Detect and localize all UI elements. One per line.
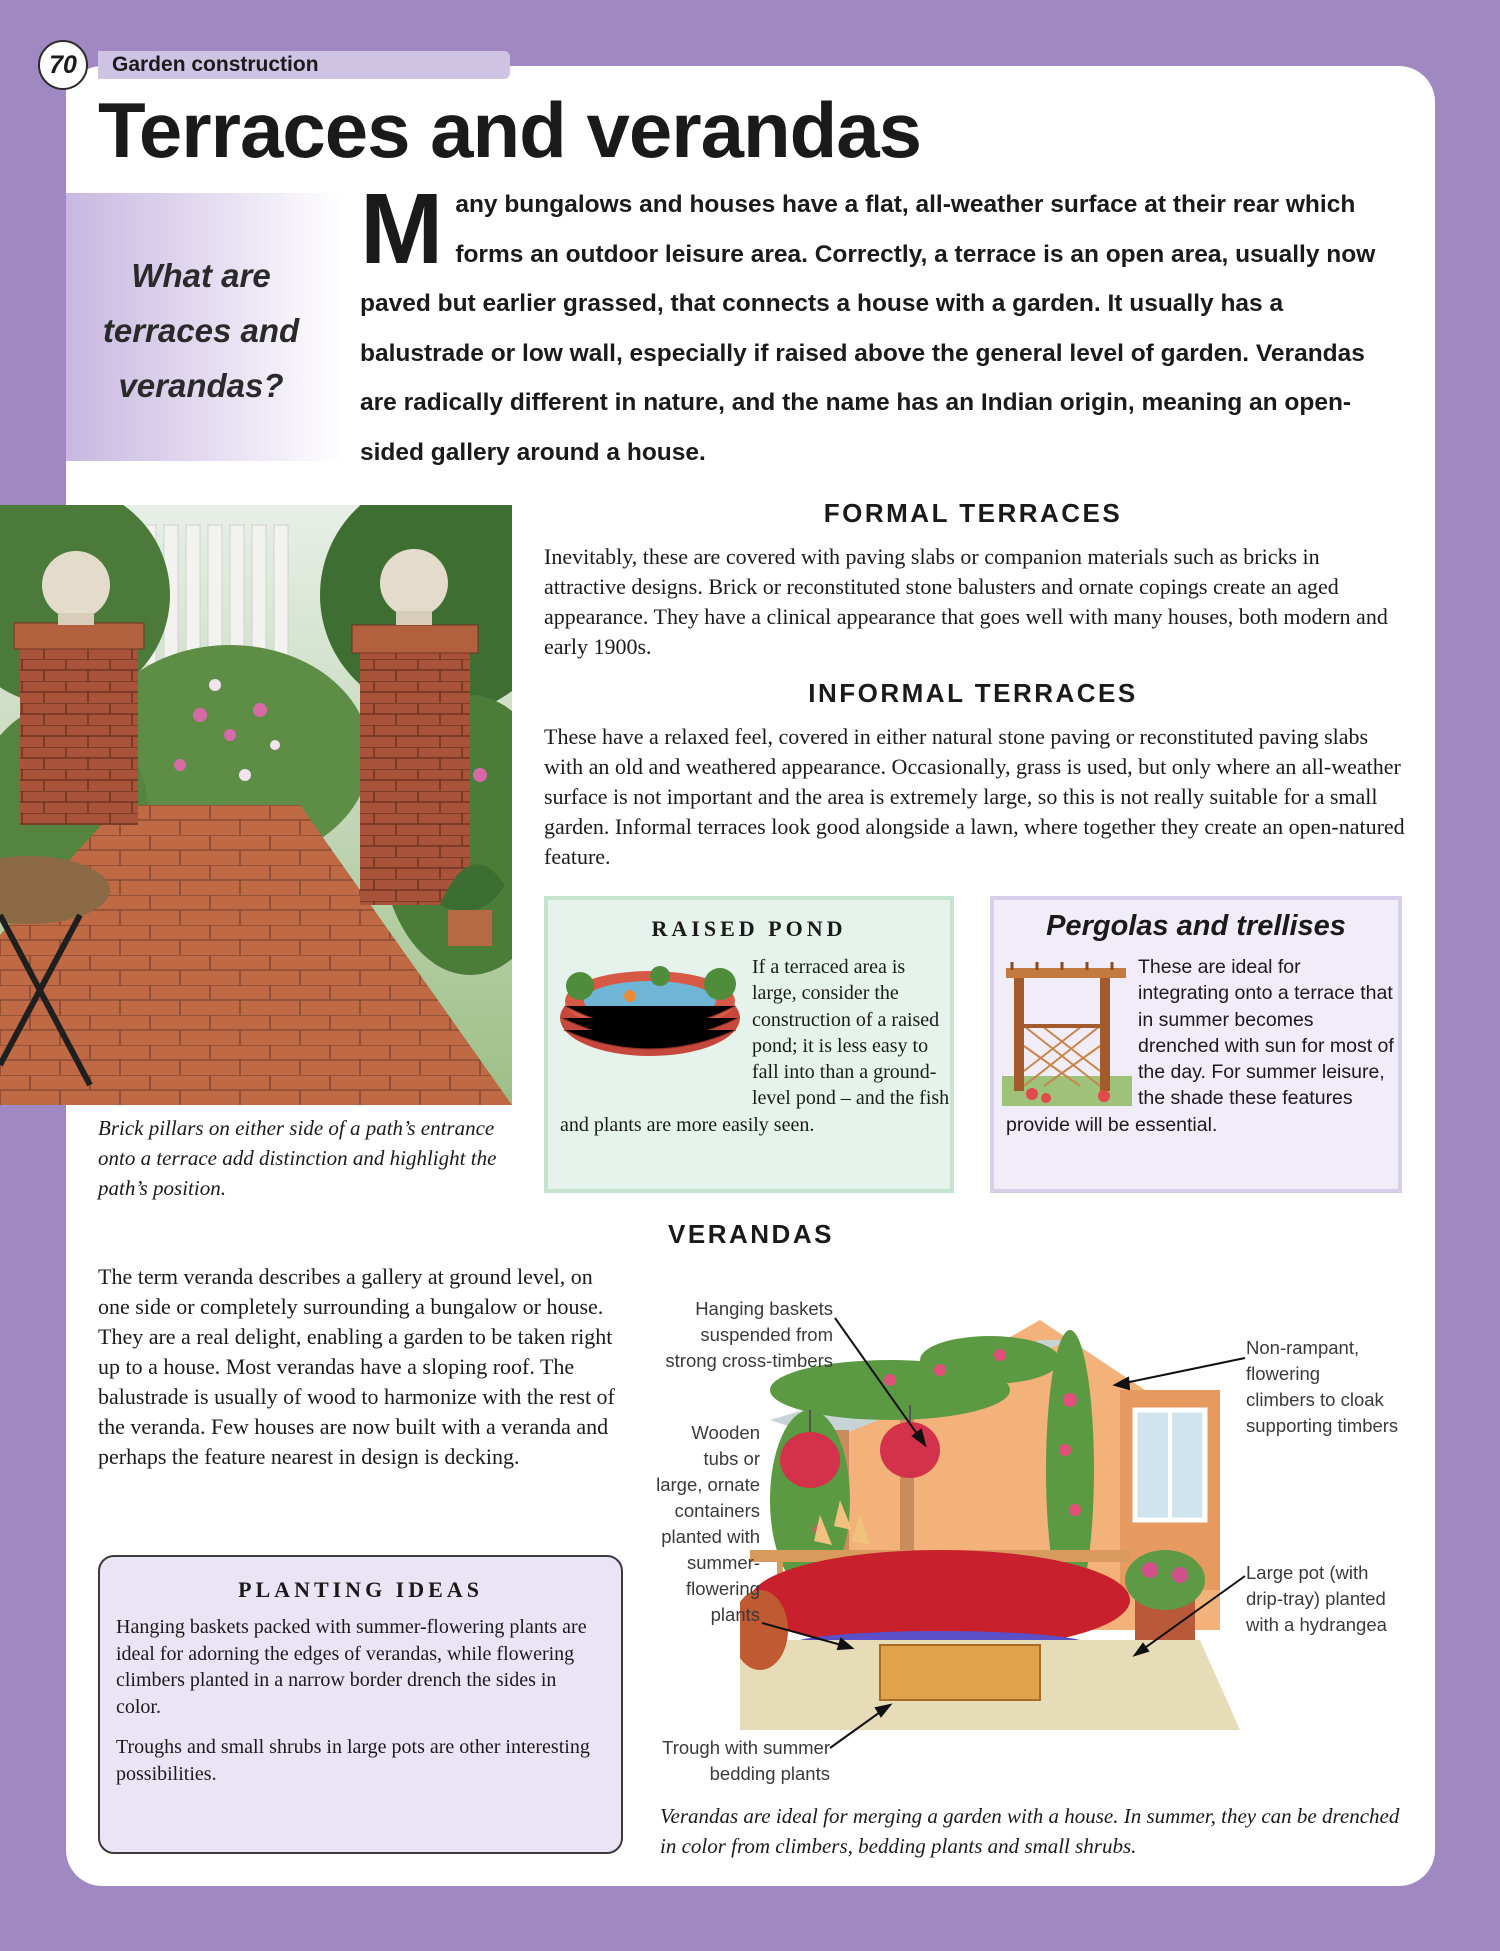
planting-ideas-p2: Troughs and small shrubs in large pots are other interesting possibilities. (116, 1736, 590, 1785)
callout-hanging-baskets: Hanging baskets suspended from strong cross-timbers (665, 1298, 833, 1371)
intro-text: any bungalows and houses have a flat, all-weather surface at their rear which forms an outdoor leisure area. Correctly, a terrace is an open area, usually now paved but earlier grassed, that connects a house with a garden. It usually has a balustrade or low wall, especially if raised above the general level of garden. Verandas are radically different in nature, and the name has an Indian origin, meaning an open-sided gallery around a house. (360, 191, 1376, 466)
raised-pond-heading: RAISED POND (651, 916, 847, 941)
page-number: 70 (38, 40, 88, 90)
formal-terraces-text: Inevitably, these are covered with paving slabs or companion materials such as bricks in attractive designs. Brick or reconstituted stone balusters and ornate copings create an aged appearance. They have a clinical appearance that goes well with many houses, both modern and early 1900s. (544, 544, 1388, 659)
raised-pond-text-body: If a terraced area is large, consider the construction of a raised pond; it is less easy to fall into than a ground-level pond – and the fish and plants are more easily seen. (560, 956, 950, 1136)
callout-trough: Trough with summer bedding plants (662, 1737, 830, 1784)
callout-large-pot: Large pot (with drip-tray) planted with a hydrangea (1246, 1562, 1387, 1635)
verandas-heading: VERANDAS (668, 1219, 834, 1249)
planting-ideas-p1: Hanging baskets packed with summer-flowering plants are ideal for adorning the edges of verandas, while flowering climbers planted in a narrow border drench the sides in color. (116, 1616, 587, 1718)
pergolas-heading: Pergolas and trellises (1046, 910, 1346, 942)
photo-caption: Brick pillars on either side of a path’s entrance onto a terrace add distinction and highlight the path’s position. (98, 1116, 497, 1200)
section-label: Garden construction (112, 53, 319, 76)
callout-wooden-tubs: Wooden tubs or large, ornate containers planted with summer- flowering plants (656, 1422, 760, 1625)
verandas-text: The term veranda describes a gallery at ground level, on one side or completely surrounding a bungalow or house. They are a real delight, enabling a garden to be taken right up to a house. Most verandas have a sloping roof. The balustrade is usually of wood to harmonize with the rest of the veranda. Few houses are now built with a veranda and perhaps the feature nearest in design is decking. (98, 1264, 615, 1469)
question-text: What are terraces and verandas? (102, 257, 300, 404)
planting-ideas-heading: PLANTING IDEAS (238, 1577, 483, 1602)
informal-terraces-heading: INFORMAL TERRACES (808, 678, 1138, 708)
drop-cap: M (360, 173, 444, 285)
formal-terraces-heading: FORMAL TERRACES (823, 498, 1123, 528)
veranda-caption: Verandas are ideal for merging a garden with a house. In summer, they can be drenched in color from climbers, bedding plants and small shrubs. (660, 1804, 1400, 1858)
pergolas-text-body: These are ideal for integrating onto a terrace that in summer becomes drenched with sun for most of the day. For summer leisure, the shade these features provide will be essential. (1006, 956, 1394, 1136)
page-title: Terraces and verandas (98, 86, 922, 174)
informal-terraces-text: These have a relaxed feel, covered in either natural stone paving or reconstituted paving slabs with an old and weathered appearance. Occasionally, grass is used, but only where an all-weather surface is not important and the area is extremely large, so this is not really suitable for a small garden. Informal terraces look good alongside a lawn, where together they create an open-natured feature. (544, 724, 1405, 869)
callout-climbers: Non-rampant, flowering climbers to cloak supporting timbers (1246, 1337, 1399, 1436)
